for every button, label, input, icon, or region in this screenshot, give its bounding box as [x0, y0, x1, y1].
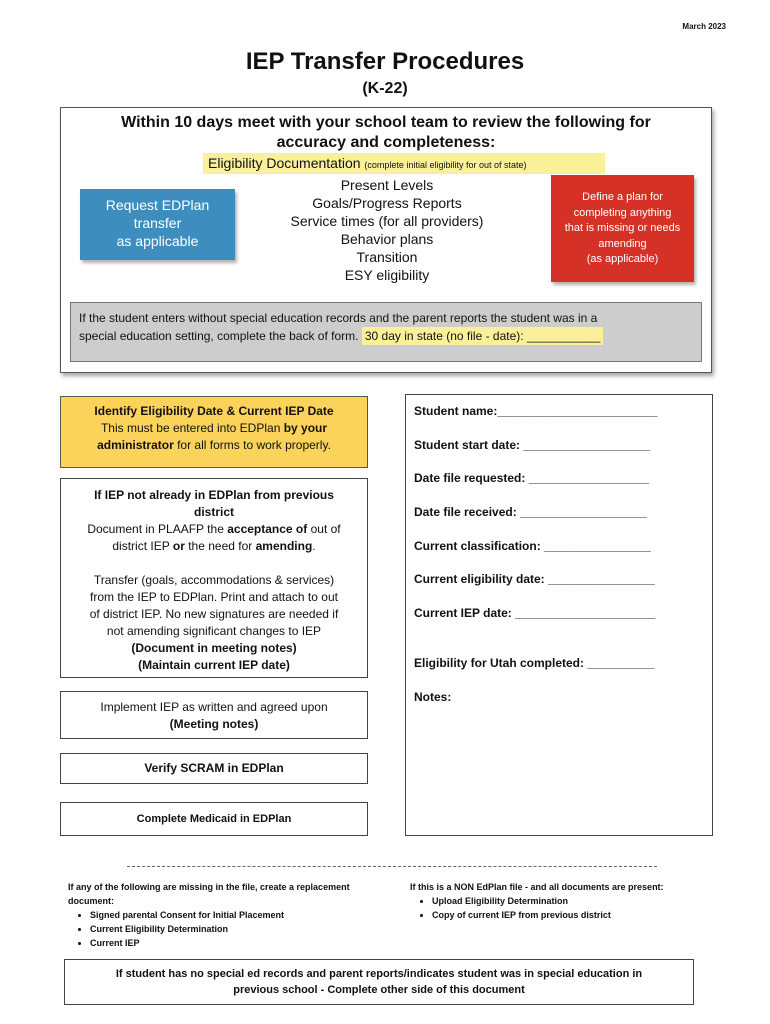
no-records-line1: If the student enters without special education records and the parent reports the student was in a: [79, 311, 598, 325]
eligibility-utah-completed-field[interactable]: Eligibility for Utah completed: __________: [414, 656, 655, 670]
list-item: • Signed parental Consent for Initial Placement: [90, 908, 368, 922]
review-item: Service times (for all providers): [290, 213, 484, 229]
identify-bold: administrator: [97, 438, 174, 452]
define-line: Define a plan for: [582, 191, 663, 203]
request-line: transfer: [133, 215, 182, 231]
bottom-line1: If student has no special ed records and parent reports/indicates student was in special education in: [115, 968, 643, 980]
iep-doc-bold: or: [172, 539, 185, 553]
page-title: IEP Transfer Procedures: [245, 48, 525, 75]
iep-doc-line2: [61, 538, 367, 555]
list-item: • Upload Eligibility Determination: [432, 894, 710, 908]
review-heading-line1: Within 10 days meet with your school team to review the following for: [121, 114, 651, 131]
request-line: Request EDPlan: [105, 197, 210, 213]
iep-doc-text: district IEP: [112, 539, 170, 553]
non-edplan-intro: If this is a NON EdPlan file - and all documents are present:: [410, 882, 664, 892]
iep-doc-text: out of: [310, 522, 341, 536]
define-line: completing anything: [573, 206, 672, 219]
notes-field[interactable]: Notes:: [414, 690, 452, 704]
date-file-received-field[interactable]: Date file received: ___________________: [414, 505, 647, 519]
define-line: amending: [598, 237, 647, 250]
iep-doc-bold: acceptance of: [227, 522, 308, 536]
student-start-date-field[interactable]: Student start date: ___________________: [414, 438, 651, 452]
bottom-line2: previous school - Complete other side of this document: [233, 984, 525, 996]
complete-medicaid-box: Complete Medicaid in EDPlan: [60, 802, 368, 836]
iep-title-line2: district: [193, 505, 234, 519]
current-iep-date-field[interactable]: Current IEP date: _____________________: [414, 606, 656, 620]
review-item: ESY eligibility: [344, 267, 430, 283]
no-records-line2: [79, 327, 693, 345]
transfer-line: from the IEP to EDPlan. Print and attach to out: [90, 590, 338, 604]
dashed-divider: [127, 866, 657, 867]
no-records-text: special education setting, complete the back of form.: [79, 329, 359, 343]
current-classification-field[interactable]: Current classification: ________________: [414, 539, 651, 553]
review-item: Behavior plans: [340, 231, 434, 247]
transfer-line: of district IEP. No new signatures are needed if: [89, 607, 339, 621]
page-subtitle: (K-22): [362, 80, 408, 97]
current-eligibility-date-field[interactable]: Current eligibility date: ________________: [414, 572, 655, 586]
spacer: [61, 555, 367, 572]
thirty-day-field: 30 day in state (no file - date): ___________: [362, 327, 604, 345]
review-item: Goals/Progress Reports: [312, 195, 462, 211]
eligibility-note: (complete initial eligibility for out of state): [364, 160, 527, 170]
review-items-list: [252, 176, 522, 284]
list-item: • Copy of current IEP from previous district: [432, 908, 710, 922]
verify-scram-box: Verify SCRAM in EDPlan: [60, 753, 368, 784]
identify-bold: by your: [283, 421, 328, 435]
iep-not-in-edplan-box: [60, 478, 368, 678]
no-records-box: [70, 302, 702, 362]
identify-dates-box: [60, 396, 368, 468]
implement-note: (Meeting notes): [169, 717, 259, 731]
implement-iep-box: [60, 691, 368, 739]
eligibility-label: Eligibility Documentation: [208, 155, 361, 171]
request-line: as applicable: [116, 233, 199, 249]
request-edplan-box: [80, 189, 235, 260]
identify-line3: [61, 437, 367, 454]
eligibility-highlight: [203, 153, 605, 174]
missing-documents-section: [68, 880, 368, 950]
non-edplan-section: [410, 880, 710, 922]
student-info-form: [405, 394, 713, 836]
identify-text: for all forms to work properly.: [177, 438, 331, 452]
iep-doc-text: the need for: [188, 539, 253, 553]
identify-line2: [61, 420, 367, 437]
iep-doc-bold: amending: [255, 539, 313, 553]
review-item: Transition: [356, 249, 418, 265]
define-plan-box: [551, 175, 694, 282]
implement-line: Implement IEP as written and agreed upon: [100, 700, 328, 714]
no-records-instruction-box: [64, 959, 694, 1005]
list-item: • Current IEP: [90, 936, 368, 950]
document-date: March 2023: [682, 22, 726, 31]
missing-intro: If any of the following are missing in the file, create a replacement document:: [68, 882, 350, 906]
transfer-note: (Maintain current IEP date): [138, 658, 290, 672]
review-item: Present Levels: [340, 177, 434, 193]
transfer-note: (Document in meeting notes): [131, 641, 297, 655]
identify-title: Identify Eligibility Date & Current IEP Date: [94, 404, 334, 418]
review-heading-line2: accuracy and completeness:: [276, 134, 496, 151]
list-item: • Current Eligibility Determination: [90, 922, 368, 936]
missing-list: [68, 908, 368, 950]
iep-doc-text: .: [312, 539, 316, 553]
transfer-line: not amending significant changes to IEP: [106, 624, 322, 638]
student-name-field[interactable]: Student name:________________________: [414, 404, 658, 418]
iep-doc-line1: [61, 521, 367, 538]
date-file-requested-field[interactable]: Date file requested: __________________: [414, 471, 649, 485]
identify-text: This must be entered into EDPlan: [100, 421, 281, 435]
define-line: that is missing or needs: [564, 222, 681, 234]
non-edplan-list: [410, 894, 710, 922]
define-line: (as applicable): [586, 253, 659, 265]
iep-doc-text: Document in PLAAFP the: [87, 522, 224, 536]
iep-title-line1: If IEP not already in EDPlan from previous: [94, 488, 334, 502]
transfer-line: Transfer (goals, accommodations & services): [93, 573, 335, 587]
